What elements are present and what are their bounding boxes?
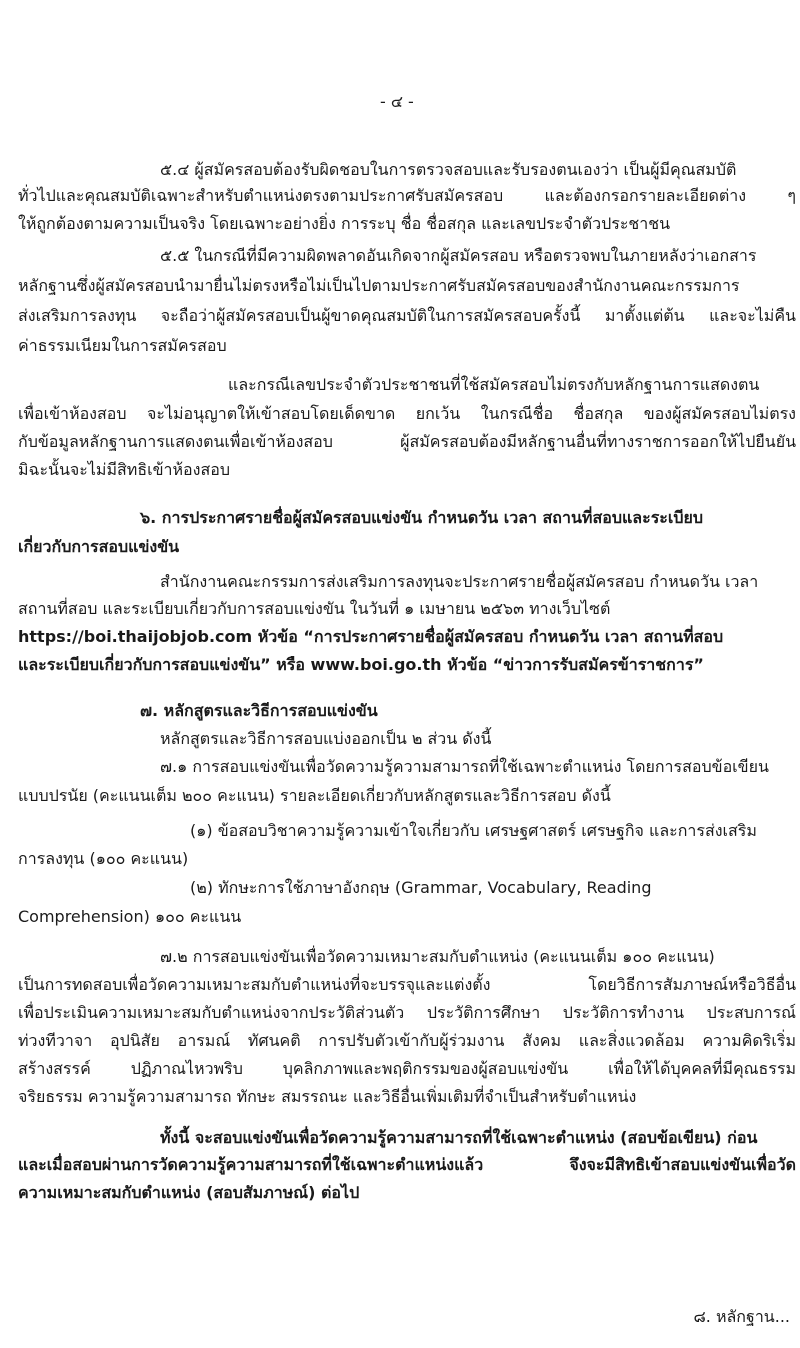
- text-line: (๑) ข้อสอบวิชาความรู้ความเข้าใจเกี่ยวกับ เศรษฐศาสตร์ เศรษฐกิจ และการส่งเสริม: [190, 821, 757, 840]
- text-line: ทั้งนี้ จะสอบแข่งขันเพื่อวัดความรู้ความสามารถที่ใช้เฉพาะตำแหน่ง (สอบข้อเขียน) ก่อน: [160, 1128, 758, 1147]
- text-line: เพื่อเข้าห้องสอบ จะไม่อนุญาตให้เข้าสอบโดยเด็ดขาด ยกเว้น ในกรณีชื่อ ชื่อสกุล ของผู้สมัครสอบไม่ตรง: [18, 404, 796, 423]
- text-line: สร้างสรรค์ ปฏิภาณไหวพริบ บุคลิกภาพและพฤติกรรมของผู้สอบแข่งขัน เพื่อให้ได้บุคคลที่มีคุณธรรม: [18, 1059, 796, 1078]
- text-line: และระเบียบเกี่ยวกับการสอบแข่งขัน” หรือ www.boi.go.th หัวข้อ “ข่าวการรับสมัครข้าราชการ”: [18, 655, 704, 674]
- text-line: ท่วงทีวาจา อุปนิสัย อารมณ์ ทัศนคติ การปรับตัวเข้ากับผู้ร่วมงาน สังคม และสิ่งแวดล้อม ความคิดริเริ่ม: [18, 1031, 796, 1050]
- text-line: ๖. การประกาศรายชื่อผู้สมัครสอบแข่งขัน กำหนดวัน เวลา สถานที่สอบและระเบียบ: [140, 508, 704, 527]
- text-line: การลงทุน (๑๐๐ คะแนน): [18, 849, 189, 868]
- text-line: แบบปรนัย (คะแนนเต็ม ๒๐๐ คะแนน) รายละเอียดเกี่ยวกับหลักสูตรและวิธีการสอบ ดังนี้: [18, 786, 611, 805]
- text-line: ๗. หลักสูตรและวิธีการสอบแข่งขัน: [140, 701, 378, 720]
- text-line: ๕.๔ ผู้สมัครสอบต้องรับผิดชอบในการตรวจสอบและรับรองตนเองว่า เป็นผู้มีคุณสมบัติ: [160, 160, 737, 179]
- page-number: - ๔ -: [380, 92, 414, 111]
- text-line: สำนักงานคณะกรรมการส่งเสริมการลงทุนจะประกาศรายชื่อผู้สมัครสอบ กำหนดวัน เวลา: [160, 572, 759, 591]
- text-line: จริยธรรม ความรู้ความสามารถ ทักษะ สมรรถนะ และวิธีอื่นเพิ่มเติมที่จำเป็นสำหรับตำแหน่ง: [18, 1087, 637, 1106]
- text-line: กับข้อมูลหลักฐานการแสดงตนเพื่อเข้าห้องสอบ ผู้สมัครสอบต้องมีหลักฐานอื่นที่ทางราชการออกให้ไปยืนยัน: [18, 432, 796, 451]
- text-line: Comprehension) ๑๐๐ คะแนน: [18, 907, 242, 926]
- text-line: ให้ถูกต้องตามความเป็นจริง โดยเฉพาะอย่างยิ่ง การระบุ ชื่อ ชื่อสกุล และเลขประจำตัวประชาชน: [18, 214, 671, 233]
- text-line: และเมื่อสอบผ่านการวัดความรู้ความสามารถที่ใช้เฉพาะตำแหน่งแล้ว จึงจะมีสิทธิเข้าสอบแข่งขันเพื่อวัด: [18, 1155, 796, 1174]
- text-line: ค่าธรรมเนียมในการสมัครสอบ: [18, 336, 227, 355]
- text-line: ทั่วไปและคุณสมบัติเฉพาะสำหรับตำแหน่งตรงตามประกาศรับสมัครสอบ และต้องกรอกรายละเอียดต่าง ๆ: [18, 186, 796, 205]
- text-line: https://boi.thaijobjob.com หัวข้อ “การประกาศรายชื่อผู้สมัครสอบ กำหนดวัน เวลา สถานที่สอบ: [18, 627, 724, 646]
- text-line: มิฉะนั้นจะไม่มีสิทธิเข้าห้องสอบ: [18, 460, 230, 479]
- text-line: ๕.๕ ในกรณีที่มีความผิดพลาดอันเกิดจากผู้สมัครสอบ หรือตรวจพบในภายหลังว่าเอกสาร: [160, 246, 757, 265]
- text-line: หลักฐานซึ่งผู้สมัครสอบนำมายื่นไม่ตรงหรือไม่เป็นไปตามประกาศรับสมัครสอบของสำนักงานคณะกรรมการ: [18, 276, 740, 295]
- text-line: เกี่ยวกับการสอบแข่งขัน: [18, 537, 180, 556]
- text-line: สถานที่สอบ และระเบียบเกี่ยวกับการสอบแข่งขัน ในวันที่ ๑ เมษายน ๒๕๖๓ ทางเว็บไซต์: [18, 599, 611, 618]
- text-line: ๗.๒ การสอบแข่งขันเพื่อวัดความเหมาะสมกับตำแหน่ง (คะแนนเต็ม ๑๐๐ คะแนน): [160, 947, 715, 966]
- next-page-reference: ๘. หลักฐาน...: [693, 1307, 790, 1326]
- text-line: เพื่อประเมินความเหมาะสมกับตำแหน่งจากประวัติส่วนตัว ประวัติการศึกษา ประวัติการทำงาน ประสบการณ์: [18, 1003, 796, 1022]
- text-line: เป็นการทดสอบเพื่อวัดความเหมาะสมกับตำแหน่งที่จะบรรจุและแต่งตั้ง โดยวิธีการสัมภาษณ์หรือวิธีอื่น: [18, 975, 796, 994]
- text-line: (๒) ทักษะการใช้ภาษาอังกฤษ (Grammar, Vocabulary, Reading: [190, 878, 652, 897]
- text-line: หลักสูตรและวิธีการสอบแบ่งออกเป็น ๒ ส่วน ดังนี้: [160, 729, 492, 748]
- text-line: ส่งเสริมการลงทุน จะถือว่าผู้สมัครสอบเป็นผู้ขาดคุณสมบัติในการสมัครสอบครั้งนี้ มาตั้งแต่ต้น และจะไม่คืน: [18, 306, 796, 325]
- text-line: ความเหมาะสมกับตำแหน่ง (สอบสัมภาษณ์) ต่อไป: [18, 1183, 360, 1202]
- text-line: ๗.๑ การสอบแข่งขันเพื่อวัดความรู้ความสามารถที่ใช้เฉพาะตำแหน่ง โดยการสอบข้อเขียน: [160, 757, 769, 776]
- text-line: และกรณีเลขประจำตัวประชาชนที่ใช้สมัครสอบไม่ตรงกับหลักฐานการแสดงตน: [228, 375, 760, 394]
